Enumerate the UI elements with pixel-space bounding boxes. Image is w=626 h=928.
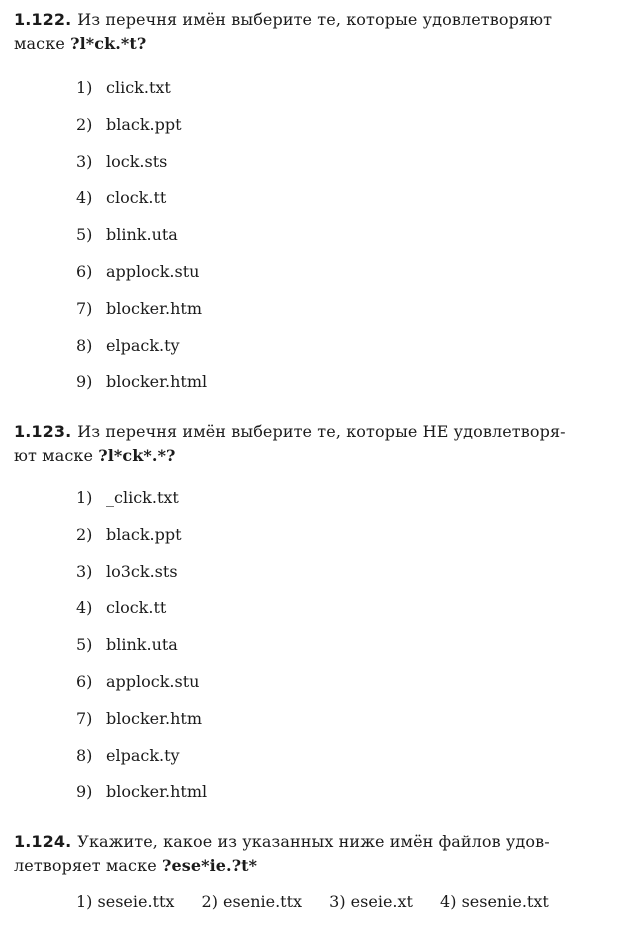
option-filename: lo3ck.sts	[106, 561, 178, 581]
list-item	[440, 892, 549, 911]
option-number: 5)	[76, 635, 93, 655]
option-filename: _click.txt	[106, 488, 179, 507]
option-number: 5)	[76, 225, 93, 245]
option-number: 4)	[76, 188, 93, 208]
option-number: 7)	[76, 708, 93, 728]
option-filename: black.ppt	[106, 114, 182, 134]
statement-line-2: летворяет маске	[14, 856, 162, 875]
option-number: 1)	[76, 78, 93, 97]
list-item	[76, 370, 207, 407]
option-filename: blocker.htm	[106, 708, 202, 728]
problem-1-122	[14, 8, 614, 392]
statement-line-2: ют маске	[14, 446, 99, 465]
list-item	[76, 560, 207, 597]
list-item	[76, 744, 207, 781]
list-item	[76, 892, 174, 911]
list-item	[76, 670, 207, 707]
problem-number: 1.124.	[14, 832, 72, 851]
option-filename: blink.uta	[106, 635, 178, 655]
option-number: 3)	[76, 561, 93, 581]
option-list	[76, 76, 207, 407]
problem-1-123	[14, 420, 614, 802]
option-number: 3)	[329, 892, 346, 911]
list-item	[76, 780, 207, 817]
list-item	[76, 334, 207, 371]
option-filename: click.txt	[106, 78, 171, 97]
option-number: 4)	[76, 598, 93, 618]
option-number: 1)	[76, 892, 93, 911]
problem-statement	[14, 830, 614, 878]
list-item	[76, 523, 207, 560]
option-number: 1)	[76, 488, 93, 507]
option-filename: clock.tt	[106, 598, 167, 618]
option-number: 9)	[76, 372, 93, 392]
list-item	[76, 596, 207, 633]
option-filename: blink.uta	[106, 225, 178, 245]
option-filename: sesenie.txt	[461, 892, 549, 911]
option-filename: blocker.html	[106, 372, 208, 392]
list-item	[76, 707, 207, 744]
option-filename: blocker.html	[106, 782, 208, 802]
problem-1-124	[14, 830, 614, 911]
list-item	[202, 892, 303, 911]
list-item	[329, 892, 413, 911]
file-mask: ?ese*ie.?t*	[161, 856, 258, 875]
option-number: 2)	[201, 892, 218, 911]
statement-line-1: Укажите, какое из указанных ниже имён файлов удов-	[77, 832, 550, 851]
option-number: 4)	[440, 892, 457, 911]
file-mask: ?l*ck*.*?	[98, 446, 176, 465]
problem-statement	[14, 420, 614, 468]
problem-number: 1.123.	[14, 422, 72, 441]
option-number: 8)	[76, 745, 93, 765]
list-item	[76, 297, 207, 334]
option-number: 8)	[76, 335, 93, 355]
list-item	[76, 486, 207, 523]
list-item	[76, 113, 207, 150]
list-item	[76, 260, 207, 297]
option-number: 9)	[76, 782, 93, 802]
option-number: 7)	[76, 298, 93, 318]
option-filename: elpack.ty	[106, 335, 180, 355]
option-filename: esenie.ttx	[223, 892, 303, 911]
option-number: 2)	[76, 114, 93, 134]
problem-number: 1.122.	[14, 10, 72, 29]
statement-line-1: Из перечня имён выберите те, которые удовлетворяют	[77, 10, 553, 29]
option-number: 6)	[76, 671, 93, 691]
option-number: 3)	[76, 151, 93, 171]
option-filename: seseie.ttx	[97, 892, 175, 911]
list-item	[76, 223, 207, 260]
option-filename: lock.sts	[106, 151, 168, 171]
list-item	[76, 76, 207, 113]
option-filename: applock.stu	[106, 671, 200, 691]
statement-line-2: маске	[14, 34, 71, 53]
option-filename: black.ppt	[106, 524, 182, 544]
option-number: 2)	[76, 524, 93, 544]
problem-statement	[14, 8, 614, 56]
option-filename: eseie.xt	[350, 892, 413, 911]
option-filename: blocker.htm	[106, 298, 202, 318]
option-list	[76, 486, 207, 817]
option-filename: clock.tt	[106, 188, 167, 208]
list-item	[76, 633, 207, 670]
file-mask: ?l*ck.*t?	[70, 34, 147, 53]
list-item	[76, 186, 207, 223]
statement-line-1: Из перечня имён выберите те, которые НЕ удовлетворя-	[77, 422, 566, 441]
option-filename: elpack.ty	[106, 745, 180, 765]
list-item	[76, 150, 207, 187]
option-filename: applock.stu	[106, 261, 200, 281]
option-number: 6)	[76, 261, 93, 281]
option-row	[76, 892, 571, 911]
